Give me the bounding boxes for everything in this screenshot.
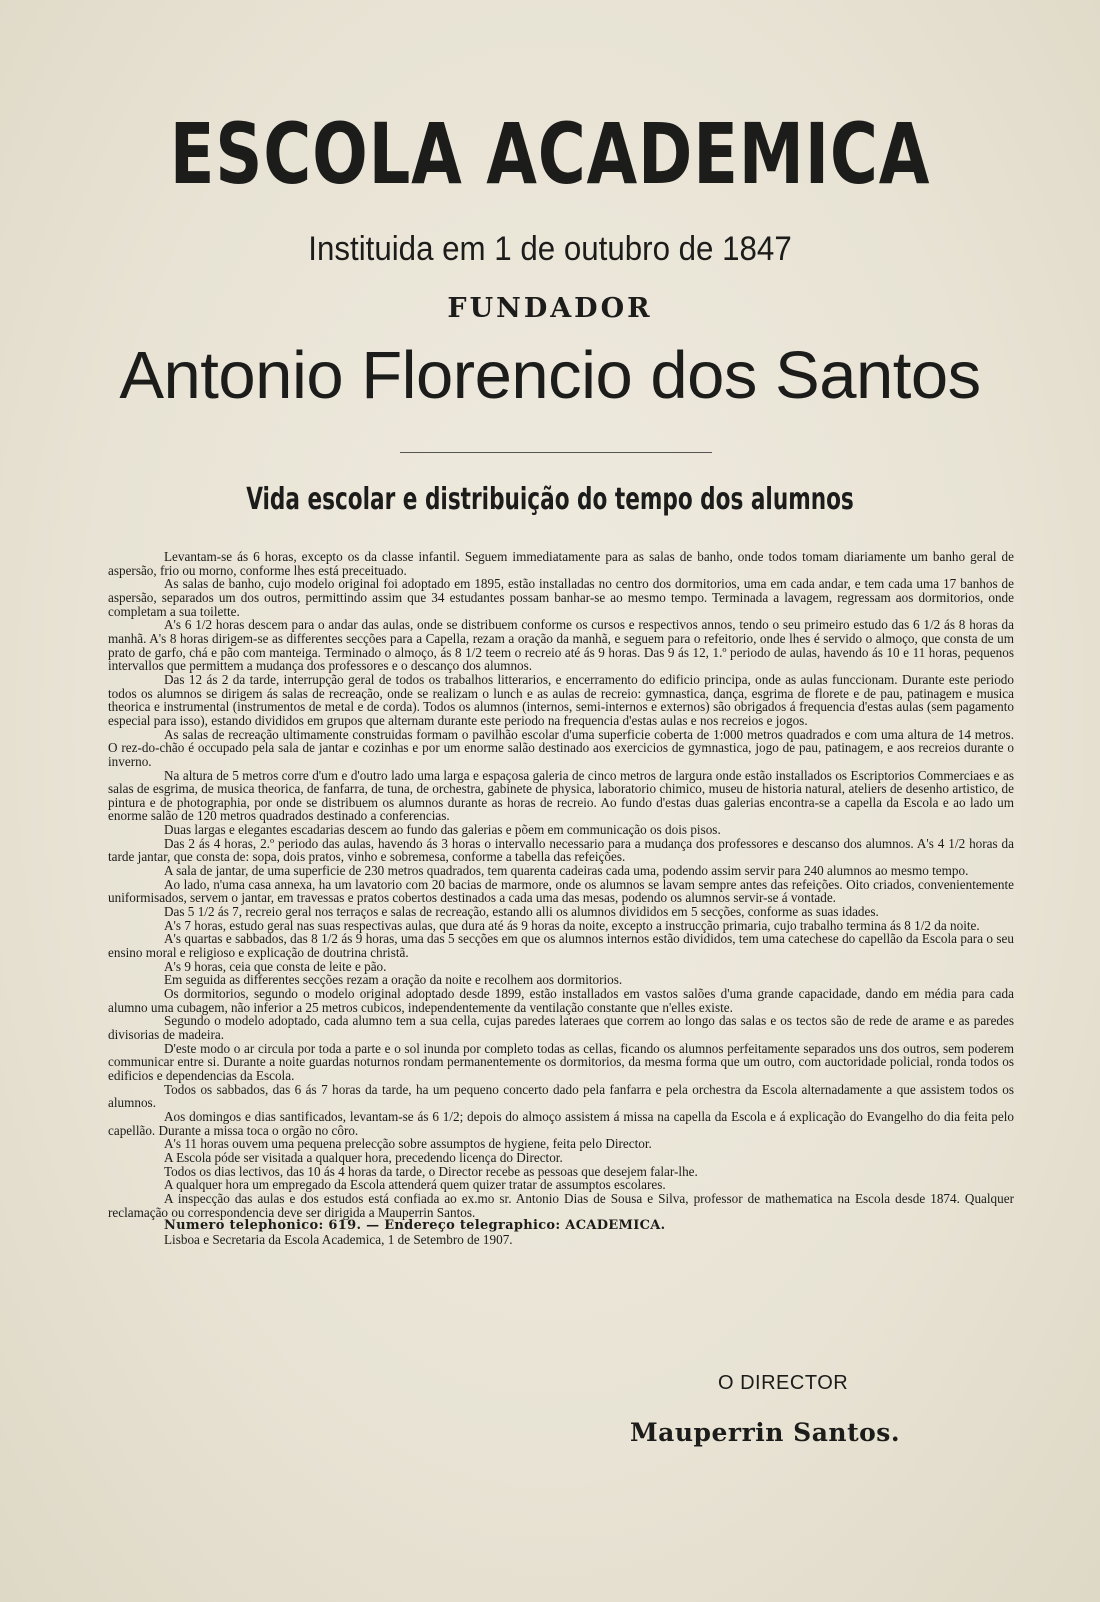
paragraph: As salas de recreação ultimamente construidas formam o pavilhão escolar d'uma superficie coberta de 1:000 metros quadrados e com uma altura de 14 metros. O rez-do-chão é occupado pela sala de jantar e cozinhas e por um enorme salão destinado aos exercicios de gymnastica, jogo de pau, patinagem, e aos recreios durante o inverno. (108, 726, 1014, 769)
contact-line: Numero telephonico: 619. — Endereço telegraphico: ACADEMICA. (164, 1218, 666, 1234)
paragraph: Na altura de 5 metros corre d'um e d'outro lado uma larga e espaçosa galeria de cinco metros de largura onde estão installados os Escriptorios Commerciaes e as salas de esgrima, de musica theorica, de fanfarra, de tuna, de orchestra, gabinete de physica, laboratorio chimico, museu de historia natural, ateliers de desenho artistico, de pintura e de photographia, por onde se distribuem os alumnos durante as horas de recreio. Ao fundo d'estas duas galerias encontra-se a capella da Escola e ao lado um enorme salão de 120 metros quadrados destinado a conferencias. (108, 767, 1014, 824)
paragraph: Todos os sabbados, das 6 ás 7 horas da tarde, ha um pequeno concerto dado pela fanfarra e pela orchestra da Escola alternadamente a que assistem todos os alumnos. (108, 1081, 1014, 1111)
paragraph: A's 11 horas ouvem uma pequena prelecção sobre assumptos de hygiene, feita pelo Director. (164, 1136, 652, 1152)
divider-rule (400, 452, 712, 453)
paragraph: A qualquer hora um empregado da Escola attenderá quem quizer tratar de assumptos escolares. (164, 1177, 666, 1193)
paragraph: Ao lado, n'uma casa annexa, ha um lavatorio com 20 bacias de marmore, onde os alumnos se lavam sempre antes das refeições. Oito criados, convenientemente uniformisados, servem o jantar, em travessas e pratos cobertos destinados a cada uma das mesas, podendo os alumnos servir-se á vontade. (108, 876, 1014, 906)
paragraph: Aos domingos e dias santificados, levantam-se ás 6 1/2; depois do almoço assistem á missa na capella da Escola e á explicação do Evangelho do dia feita pelo capellão. Durante a missa toca o orgão no côro. (108, 1108, 1014, 1138)
section-title: Vida escolar e distribuição do tempo dos alumnos (246, 482, 854, 517)
paragraph: Todos os dias lectivos, das 10 ás 4 horas da tarde, o Director recebe as pessoas que desejem falar-lhe. (164, 1163, 698, 1179)
paragraph: Em seguida as differentes secções rezam a oração da noite e recolhem aos dormitorios. (164, 972, 623, 988)
paragraph: D'este modo o ar circula por toda a parte e o sol inunda por completo todas as cellas, ficando os alumnos perfeitamente separados uns dos outros, sem poderem communicar entre si. Durante a noite guardas noturnos rondam permanentemente os dormitorios, da mesma forma que um outro, com auctoridade policial, ronda todos os edificios e dependencias da Escola. (108, 1040, 1014, 1083)
date-line: Lisboa e Secretaria da Escola Academica, 1 de Setembro de 1907. (164, 1231, 513, 1247)
paragraph: A's 6 1/2 horas descem para o andar das aulas, onde se distribuem conforme os cursos e respectivos annos, tendo o seu primeiro estudo das 6 1/2 ás 8 horas da manhã. A's 8 horas dirigem-se as differentes secções para a Capella, rezam a oração da manhã, e seguem para o refeitorio, onde lhes é servido o almoço, que consta de um prato de garfo, chá e pão com manteiga. Terminado o almoço, ás 8 1/2 teem o recreio até ás 9 horas. Das 9 ás 12, 1.º periodo de aulas, havendo ás 10 e 11 horas, pequenos intervallos que permittem a mudança dos professores e o descanço dos alumnos. (108, 617, 1014, 674)
director-title: O DIRECTOR (718, 1372, 849, 1394)
paragraph: As salas de banho, cujo modelo original foi adoptado em 1895, estão installadas no centro dos dormitorios, uma em cada andar, e tem cada uma 17 banhos de aspersão, separados um dos outros, permittindo assim que 34 estudantes possam banhar-se ao mesmo tempo. Terminada a lavagem, regressam aos dormitorios, onde completam a sua toilette. (108, 576, 1014, 619)
founding-date-subtitle: Instituida em 1 de outubro de 1847 (308, 230, 792, 268)
paragraph: A's 7 horas, estudo geral nas suas respectivas aulas, que dura até ás 9 horas da noite, excepto a instrucção primaria, cujo trabalho termina ás 8 1/2 da noite. (164, 917, 980, 933)
paragraph: Das 2 ás 4 horas, 2.º periodo das aulas, havendo ás 3 horas o intervallo necessario para a mudança dos professores e descanso dos alumnos. A's 4 1/2 horas da tarde jantar, que consta de: sopa, dois pratos, vinho e sobremesa, conforme a tabella das refeições. (108, 835, 1014, 865)
paragraph: Levantam-se ás 6 horas, excepto os da classe infantil. Seguem immediatamente para as salas de banho, onde todos tomam diariamente um banho geral de aspersão, frio ou morno, conforme lhes está preceituado. (108, 549, 1014, 578)
body-text (108, 550, 1014, 1246)
paragraph: Segundo o modelo adoptado, cada alumno tem a sua cella, cujas paredes lateraes que correm ao longo das salas e os tectos são de rede de arame e as paredes divisorias de madeira. (108, 1013, 1014, 1042)
paragraph: A inspecção das aulas e dos estudos está confiada ao ex.mo sr. Antonio Dias de Sousa e Silva, professor de mathematica na Escola desde 1874. Qualquer reclamação ou correspondencia deve ser dirigida a Mauperrin Santos. (108, 1190, 1014, 1220)
paragraph: Os dormitorios, segundo o modelo original adoptado desde 1899, estão installados em vastos salões d'uma grande capacidade, dando em média para cada alumno uma cubagem, não inferior a 25 metros cubicos, independentemente da ventilação constante que n'elles existe. (108, 986, 1014, 1015)
paragraph: A's quartas e sabbados, das 8 1/2 ás 9 horas, uma das 5 secções em que os alumnos internos estão divididos, tem uma catechese do capellão da Escola para o seu ensino moral e religioso e explicação de doutrina christã. (108, 931, 1014, 961)
paragraph: Das 12 ás 2 da tarde, interrupção geral de todos os trabalhos litterarios, e encerramento do edificio principa, onde as aulas funccionam. Durante este periodo todos os alumnos se dirigem ás salas de recreação, onde se realizam o lunch e as aulas de recreio: gymnastica, dança, esgrima de florete e de pau, patinagem e musica theorica e instrumental (instrumentos de metal e de corda). Todos os alumnos (internos, semi-internos e externos) são obrigados á frequencia d'estas aulas (sem pagamento especial para isso), estando divididos em grupos que alternam durante este periodo na frequencia d'estas aulas e nos recreios e jogos. (108, 671, 1014, 728)
founder-label: FUNDADOR (447, 293, 653, 324)
paragraph: A's 9 horas, ceia que consta de leite e pão. (164, 958, 387, 974)
paragraph: A sala de jantar, de uma superficie de 230 metros quadrados, tem quarenta cadeiras cada uma, podendo assim servir para 240 alumnos ao mesmo tempo. (164, 863, 969, 879)
paragraph: Duas largas e elegantes escadarias descem ao fundo das galerias e põem em communicação os dois pisos. (164, 822, 721, 838)
paragraph: A Escola póde ser visitada a qualquer hora, precedendo licença do Director. (164, 1149, 563, 1165)
paragraph: Das 5 1/2 ás 7, recreio geral nos terraços e salas de recreação, estando alli os alumnos divididos em 5 secções, conforme as suas idades. (164, 904, 879, 920)
school-title: ESCOLA ACADEMICA (169, 105, 931, 203)
director-signature-name: Mauperrin Santos. (630, 1418, 901, 1447)
founder-name: Antonio Florencio dos Santos (119, 338, 981, 413)
